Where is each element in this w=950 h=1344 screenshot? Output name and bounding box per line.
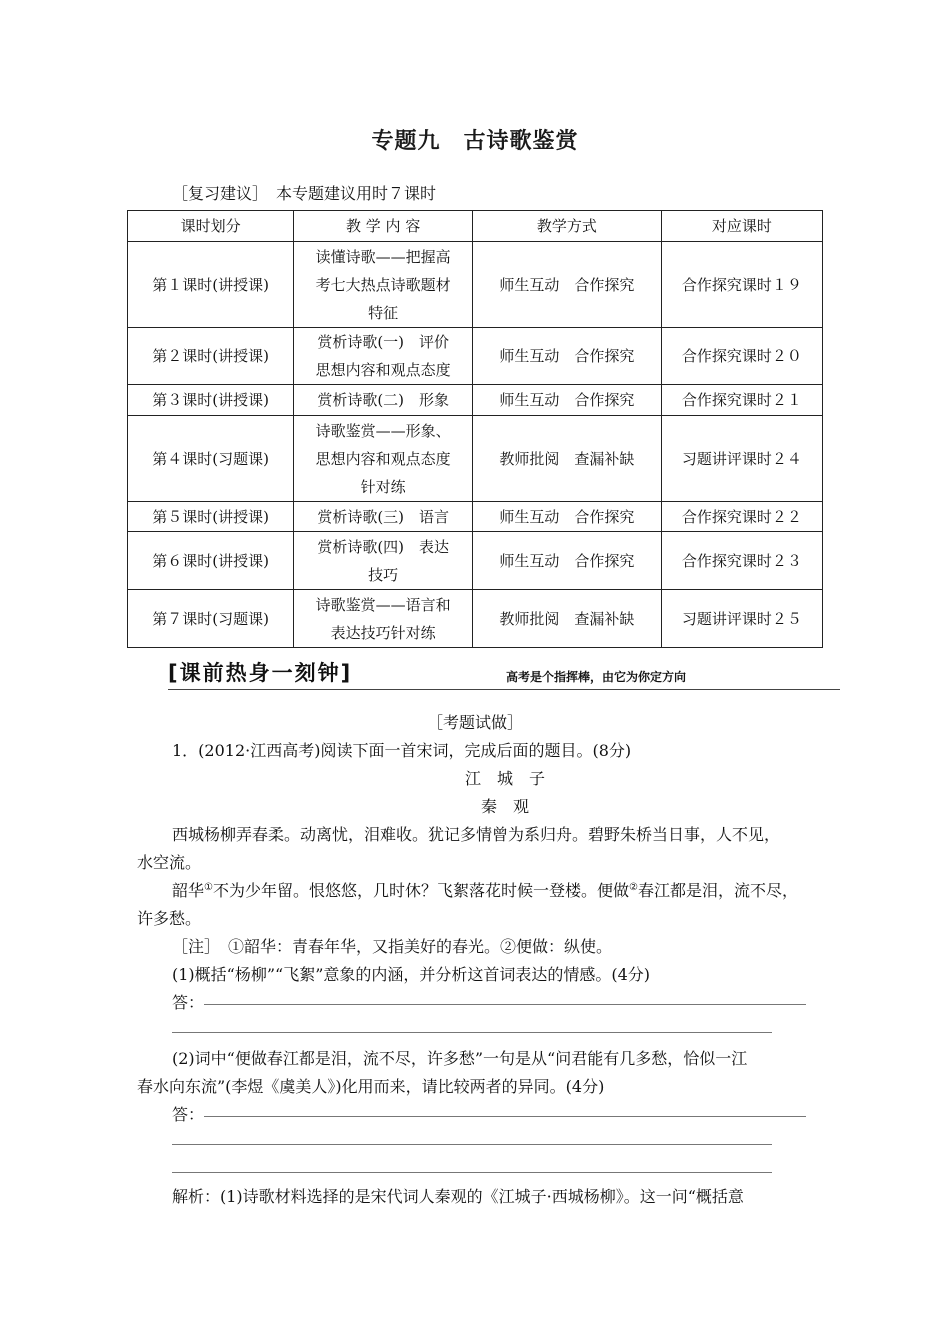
page-title: 专题九 古诗歌鉴赏: [371, 128, 579, 154]
method-cell: 教师批阅 查漏补缺: [473, 416, 662, 502]
answer-label: 答：: [172, 1105, 205, 1124]
content-cell: [294, 385, 473, 416]
poem-notes: ［注］ ①韶华：青春年华，又指美好的春光。②便做：纵使。: [172, 937, 613, 956]
poem-title: 江 城 子: [464, 769, 545, 788]
table-header-row: [128, 211, 823, 242]
content-line: 赏析诗歌(三) 语言: [317, 507, 450, 526]
period-cell: 第５课时(讲授课): [128, 502, 294, 532]
content-line: 考七大热点诗歌题材: [315, 275, 451, 294]
content-line: 技巧: [368, 565, 399, 584]
lesson-cell: 合作探究课时２２: [661, 502, 822, 532]
poem-author: 秦 观: [480, 797, 529, 816]
method-cell: 师生互动 合作探究: [473, 502, 662, 532]
poem-line: 西城杨柳弄春柔。动离忧，泪难收。犹记多情曾为系归舟。碧野朱桥当日事，人不见，: [172, 825, 781, 844]
lesson-cell: 习题讲评课时２５: [661, 590, 822, 648]
method-cell: 教师批阅 查漏补缺: [473, 590, 662, 648]
table-row: [128, 328, 823, 385]
banner-slogan: 高考是个指挥棒，由它为你定方向: [506, 670, 687, 684]
question-1-2-cont: 春水向东流”(李煜《虞美人》)化用而来，请比较两者的异同。(4分): [137, 1077, 605, 1096]
method-cell: 师生互动 合作探究: [473, 328, 662, 385]
schedule-table: [127, 210, 823, 648]
footnote-marker: ①: [204, 882, 213, 893]
header-lesson: 对应课时: [661, 211, 822, 242]
exam-label: ［考题试做］: [426, 713, 523, 732]
method-cell: 师生互动 合作探究: [473, 242, 662, 328]
lesson-cell: 合作探究课时２１: [661, 385, 822, 416]
lesson-cell: 习题讲评课时２４: [661, 416, 822, 502]
content-line: 读懂诗歌——把握高: [315, 247, 451, 266]
method-cell: 师生互动 合作探究: [473, 385, 662, 416]
content-line: 针对练: [360, 477, 406, 496]
question-1-1: (1)概括“杨柳”“飞絮”意象的内涵，并分析这首词表达的情感。(4分): [172, 965, 651, 984]
content-cell: [294, 532, 473, 590]
lesson-cell: 合作探究课时２３: [661, 532, 822, 590]
answer-line: [204, 1004, 806, 1005]
table-row: [128, 590, 823, 648]
banner-title: [课前热身一刻钟]: [168, 661, 353, 685]
period-cell: 第１课时(讲授课): [128, 242, 294, 328]
section-banner: [168, 655, 840, 690]
content-line: 特征: [368, 303, 399, 322]
table-row: [128, 532, 823, 590]
lesson-cell: 合作探究课时２０: [661, 328, 822, 385]
period-cell: 第６课时(讲授课): [128, 532, 294, 590]
header-content: 教 学 内 容: [294, 211, 473, 242]
table-row: [128, 502, 823, 532]
content-line: 思想内容和观点态度: [315, 361, 451, 379]
period-cell: 第２课时(讲授课): [128, 328, 294, 385]
poem-segment: 春江都是泪，流不尽，: [637, 881, 798, 900]
content-cell: [294, 502, 473, 532]
table-row: [128, 385, 823, 416]
footnote-marker: ②: [629, 882, 638, 893]
content-cell: [294, 590, 473, 648]
period-cell: 第３课时(讲授课): [128, 385, 294, 416]
poem-line: 水空流。: [137, 853, 202, 872]
method-cell: 师生互动 合作探究: [473, 532, 662, 590]
header-method: 教学方式: [473, 211, 662, 242]
question-1-intro: 1．(2012·江西高考)阅读下面一首宋词，完成后面的题目。(8分): [172, 741, 632, 760]
header-period: 课时划分: [128, 211, 294, 242]
content-line: 赏析诗歌(二) 形象: [317, 391, 450, 409]
content-line: 思想内容和观点态度: [315, 449, 451, 468]
poem-segment: 韶华: [172, 881, 205, 900]
period-cell: 第４课时(习题课): [128, 416, 294, 502]
table-row: [128, 242, 823, 328]
poem-line: 许多愁。: [137, 909, 202, 928]
content-line: 赏析诗歌(一) 评价: [317, 333, 450, 351]
poem-line: [172, 878, 798, 901]
content-line: 表达技巧针对练: [330, 623, 436, 642]
review-suggestion: ［复习建议］ 本专题建议用时７课时: [172, 184, 437, 203]
content-line: 赏析诗歌(四) 表达: [317, 537, 450, 556]
table-row: [128, 416, 823, 502]
period-cell: 第７课时(习题课): [128, 590, 294, 648]
content-cell: [294, 242, 473, 328]
answer-line: [172, 1172, 772, 1173]
poem-segment: 不为少年留。恨悠悠，几时休？飞絮落花时候一登楼。便做: [212, 881, 629, 900]
answer-label: 答：: [172, 993, 205, 1012]
answer-line: [204, 1116, 806, 1117]
content-line: 诗歌鉴赏——语言和: [315, 595, 451, 614]
lesson-cell: 合作探究课时１９: [661, 242, 822, 328]
answer-line: [172, 1032, 772, 1033]
answer-line: [172, 1144, 772, 1145]
content-cell: [294, 328, 473, 385]
analysis-text: 解析：(1)诗歌材料选择的是宋代词人秦观的《江城子·西城杨柳》。这一问“概括意: [172, 1187, 744, 1206]
content-cell: [294, 416, 473, 502]
content-line: 诗歌鉴赏——形象、: [315, 421, 451, 440]
question-1-2: (2)词中“便做春江都是泪，流不尽，许多愁”一句是从“问君能有几多愁，恰似一江: [172, 1049, 748, 1068]
